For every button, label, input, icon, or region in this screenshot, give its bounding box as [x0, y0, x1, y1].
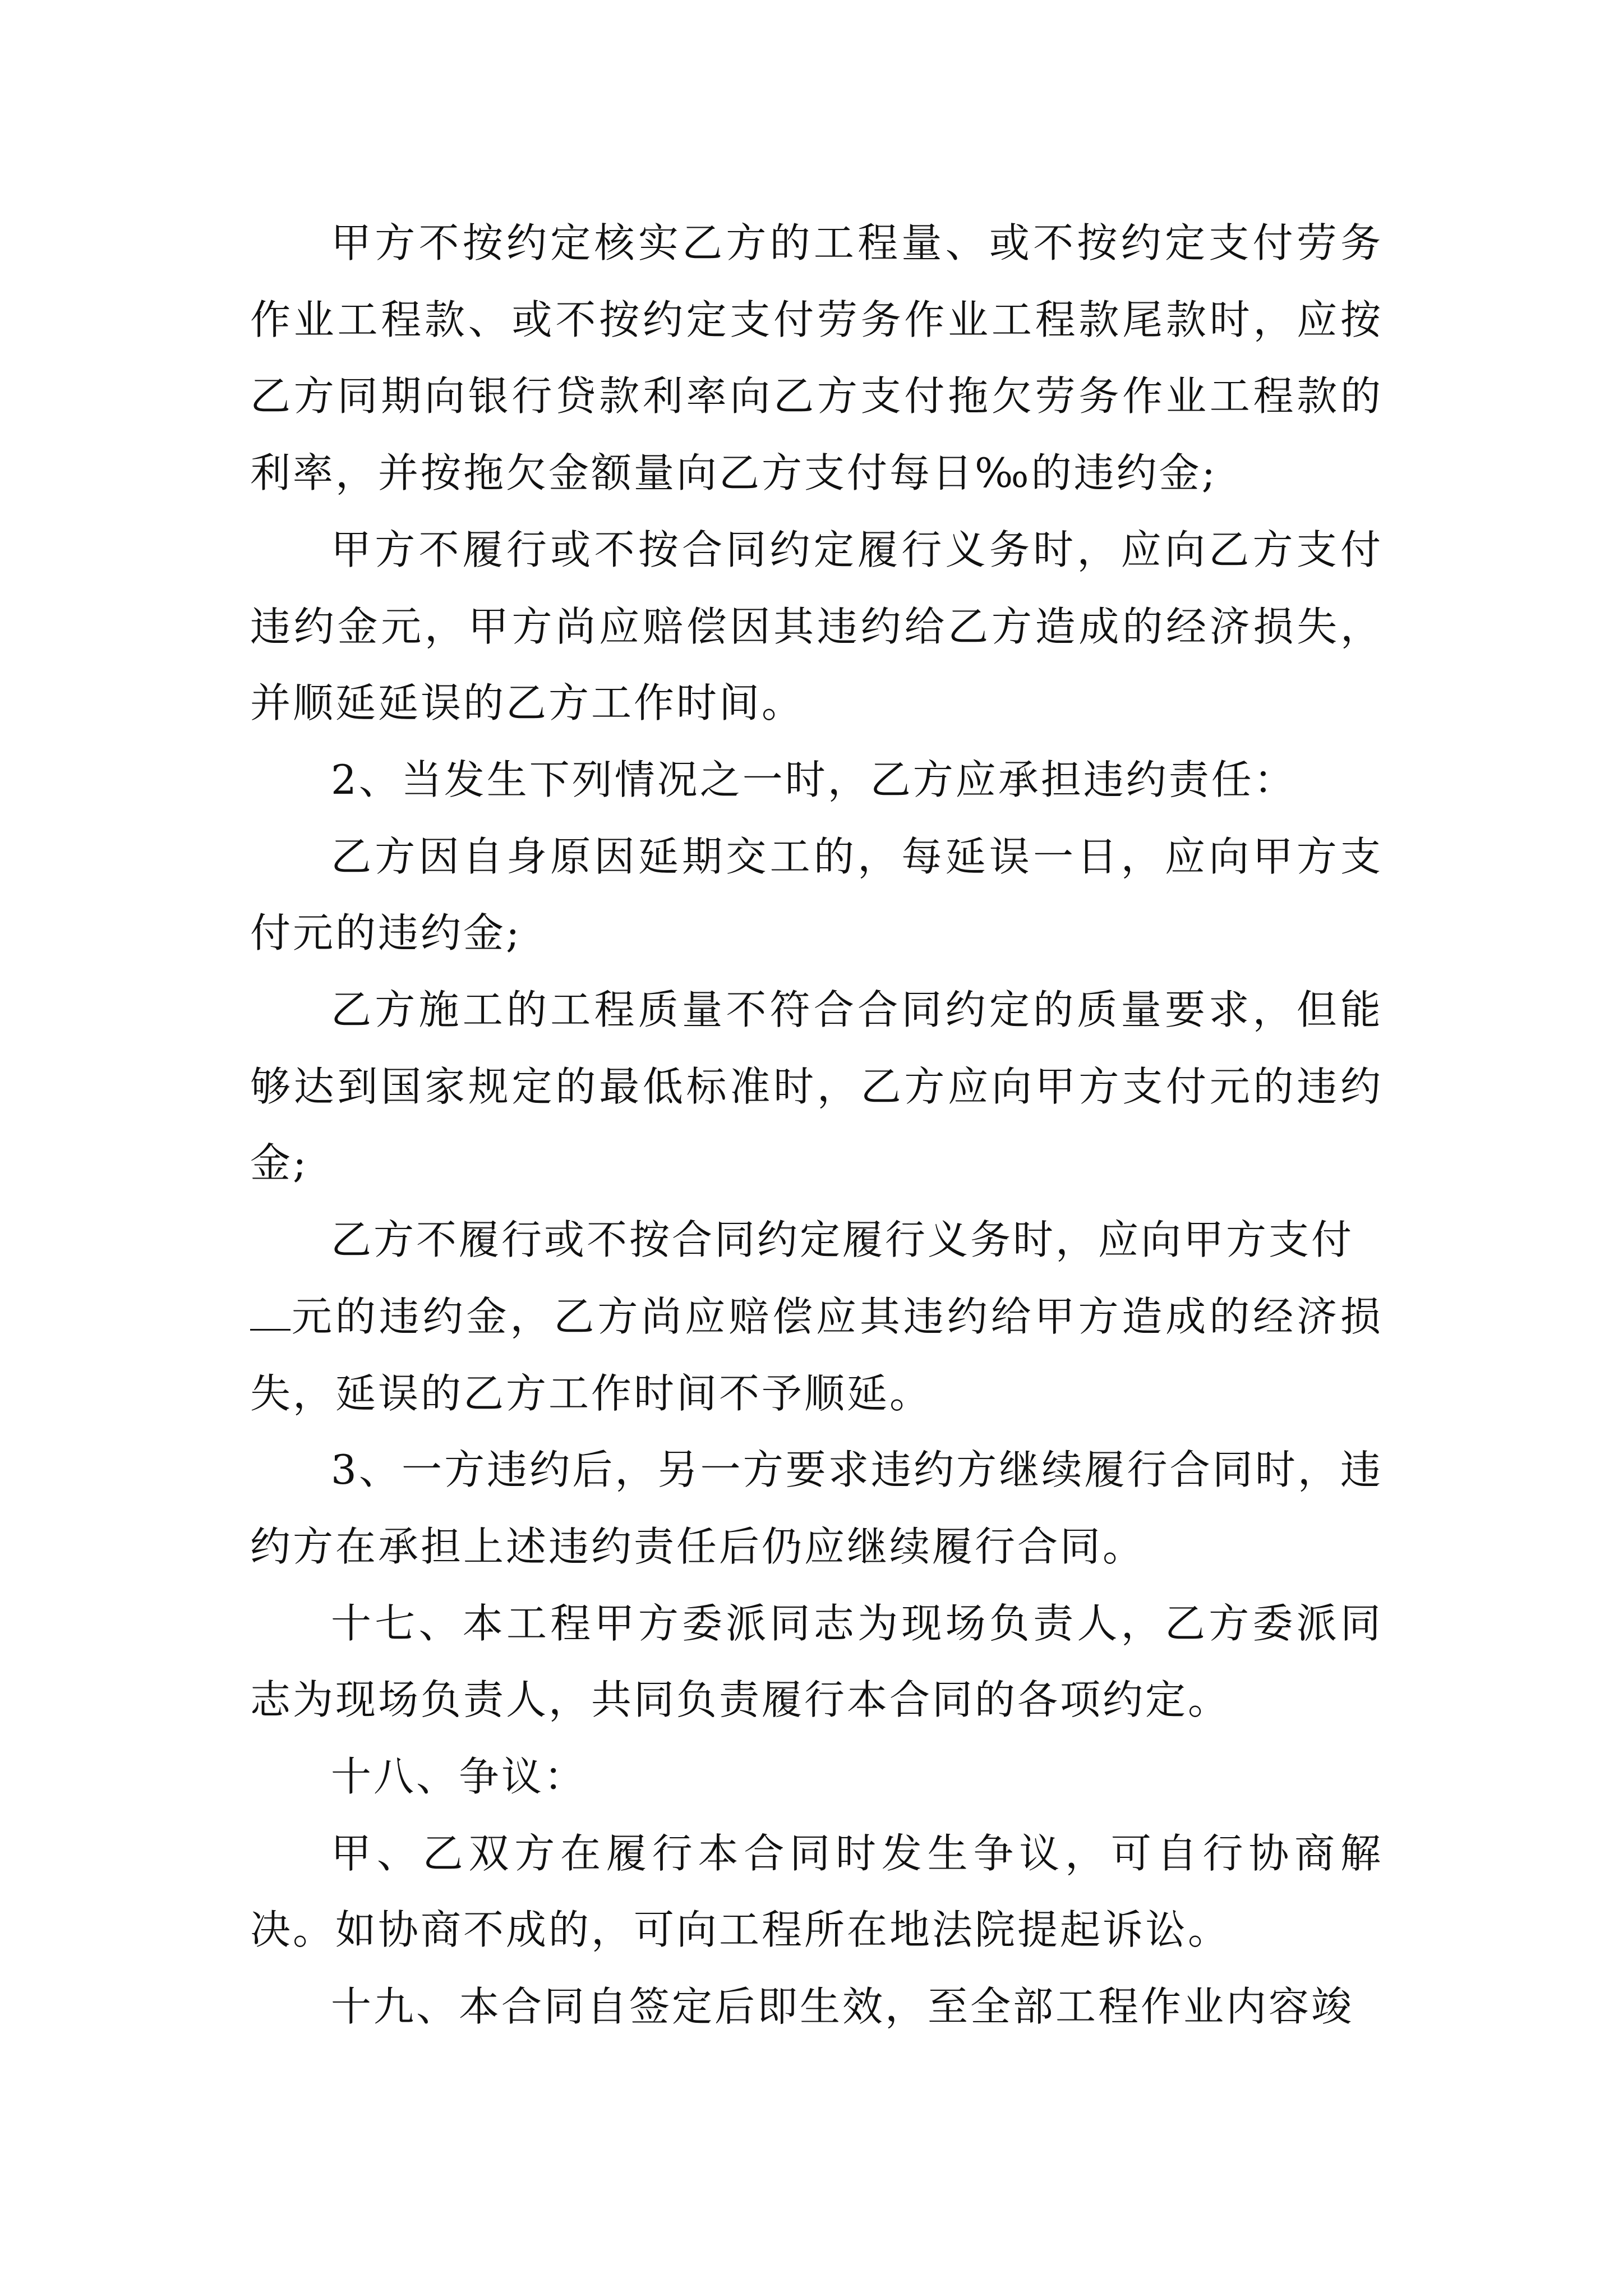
paragraph-10: 甲、乙双方在履行本合同时发生争议，可自行协商解决。如协商不成的，可向工程所在地法院提起诉讼。	[250, 1829, 1383, 1954]
paragraph-6	[250, 1202, 1383, 1432]
paragraph-7: 3、一方违约后，另一方要求违约方继续履行合同时，违约方在承担上述违约责任后仍应继续履行合同。	[250, 1446, 1383, 1570]
paragraph-3: 2、当发生下列情况之一时，乙方应承担违约责任：	[331, 756, 1297, 803]
paragraph-1: 甲方不按约定核实乙方的工程量、或不按约定支付劳务作业工程款、或不按约定支付劳务作业工程款尾款时，应按乙方同期向银行贷款利率向乙方支付拖欠劳务作业工程款的利率，并按拖欠金额量向乙方支付每日‰的违约金;	[250, 219, 1383, 497]
paragraph-6-text: 乙方不履行或不按合同约定履行义务时，应向甲方支付	[331, 1216, 1354, 1264]
paragraph-8: 十七、本工程甲方委派同志为现场负责人，乙方委派同志为现场负责人，共同负责履行本合同的各项约定。	[250, 1599, 1383, 1724]
paragraph-4: 乙方因自身原因延期交工的，每延误一日，应向甲方支付元的违约金;	[250, 832, 1383, 957]
document-body	[250, 205, 1383, 2045]
paragraph-11: 十九、本合同自签定后即生效，至全部工程作业内容竣	[331, 1983, 1354, 2031]
blank-line	[250, 1292, 291, 1331]
paragraph-5: 乙方施工的工程质量不符合合同约定的质量要求，但能够达到国家规定的最低标准时，乙方应向甲方支付元的违约金;	[250, 986, 1383, 1187]
paragraph-9: 十八、争议：	[331, 1753, 587, 1801]
paragraph-2: 甲方不履行或不按合同约定履行义务时，应向乙方支付违约金元，甲方尚应赔偿因其违约给乙方造成的经济损失，并顺延延误的乙方工作时间。	[250, 526, 1383, 727]
paragraph-6-continuation: 元的违约金，乙方尚应赔偿应其违约给甲方造成的经济损失，延误的乙方工作时间不予顺延。	[250, 1292, 1383, 1417]
